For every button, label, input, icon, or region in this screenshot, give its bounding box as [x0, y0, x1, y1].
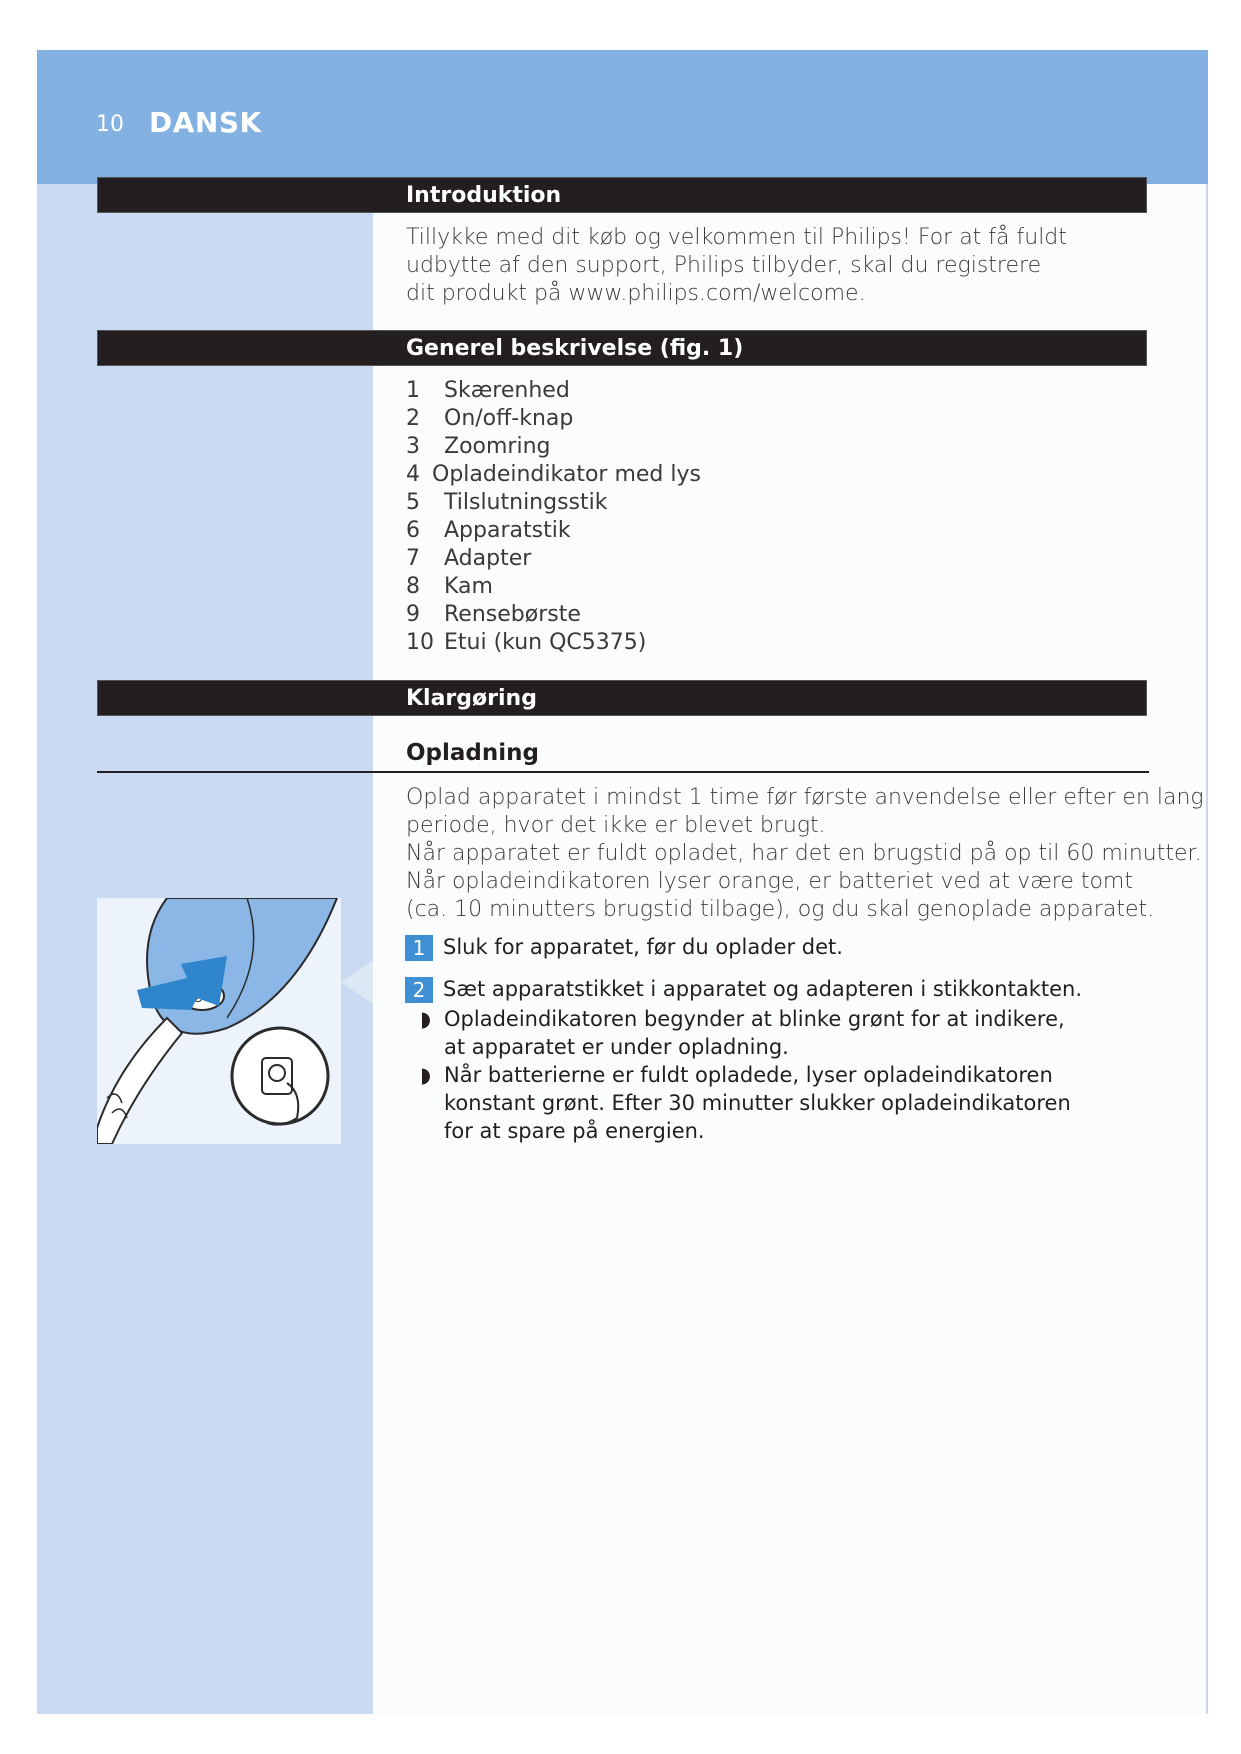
step-text: Sluk for apparatet, før du oplader det.	[443, 935, 843, 959]
list-item-label: Zoomring	[444, 434, 551, 459]
bullet-line: Når batterierne er fuldt opladede, lyser opladeindikatoren	[444, 1063, 1053, 1087]
subsection-rule	[97, 771, 1149, 773]
intro-line: Tillykke med dit køb og velkommen til Philips! For at få fuldt	[406, 225, 1067, 250]
bullet-line: at apparatet er under opladning.	[444, 1035, 789, 1059]
list-item	[406, 406, 573, 434]
charging-line: Når opladeindikatoren lyser orange, er batteriet ved at være tomt	[406, 869, 1133, 894]
list-item-label: Rensebørste	[444, 602, 581, 627]
list-item	[406, 434, 551, 462]
list-item	[406, 630, 646, 658]
list-item-number: 1	[406, 378, 420, 403]
list-item	[406, 462, 701, 490]
list-item-number: 3	[406, 434, 420, 459]
appliance-body	[147, 898, 337, 1034]
bullet-line: Opladeindikatoren begynder at blinke grønt for at indikere,	[444, 1007, 1065, 1031]
charging-illustration-svg	[97, 898, 341, 1144]
charging-line: (ca. 10 minutters brugstid tilbage), og du skal genoplade apparatet.	[406, 897, 1155, 922]
list-item-label: Etui (kun QC5375)	[444, 630, 647, 655]
list-item	[406, 546, 531, 574]
section-title-general: Generel beskrivelse (fig. 1)	[406, 336, 744, 361]
bullet-mark-icon: ◗	[420, 1007, 432, 1031]
intro-line: udbytte af den support, Philips tilbyder, skal du registrere	[406, 253, 1042, 278]
list-item	[406, 518, 571, 546]
list-item-label: Adapter	[444, 546, 532, 571]
list-item-label: Skærenhed	[444, 378, 570, 403]
page-number: 10	[96, 112, 124, 137]
result-bullet	[420, 1061, 1071, 1145]
list-item-label: Apparatstik	[444, 518, 571, 543]
right-edge-rule	[1206, 184, 1208, 1714]
wall-socket-icon	[262, 1058, 292, 1094]
list-item-number: 8	[406, 574, 420, 599]
section-bar-prep	[97, 680, 1147, 716]
list-item-number: 2	[406, 406, 420, 431]
list-item-label: Opladeindikator med lys	[432, 462, 701, 487]
list-item-number: 10	[406, 630, 434, 655]
list-item	[406, 378, 570, 406]
step-number-badge: 2	[405, 977, 433, 1003]
section-bar-intro	[97, 177, 1147, 213]
figure-pointer	[341, 960, 373, 1004]
list-item-number: 5	[406, 490, 420, 515]
list-item-label: On/off-knap	[444, 406, 574, 431]
charging-illustration	[97, 898, 341, 1144]
list-item	[406, 602, 581, 630]
subsection-title-charging: Opladning	[406, 740, 539, 766]
section-title-prep: Klargøring	[406, 686, 537, 711]
list-item	[406, 574, 493, 602]
charging-line: Når apparatet er fuldt opladet, har det en brugstid på op til 60 minutter.	[406, 841, 1202, 866]
step	[405, 977, 1082, 1003]
list-item-number: 7	[406, 546, 420, 571]
step-text: Sæt apparatstikket i apparatet og adapteren i stikkontakten.	[443, 977, 1083, 1001]
list-item-number: 9	[406, 602, 420, 627]
section-title-intro: Introduktion	[406, 183, 562, 208]
charging-line: periode, hvor det ikke er blevet brugt.	[406, 813, 826, 838]
bullet-mark-icon: ◗	[420, 1063, 432, 1087]
bullet-line: konstant grønt. Efter 30 minutter slukker opladeindikatoren	[444, 1091, 1071, 1115]
list-item	[406, 490, 608, 518]
plug-cord-icon	[97, 1018, 182, 1144]
list-item-number: 4	[406, 462, 420, 487]
step	[405, 935, 843, 961]
list-item-label: Tilslutningsstik	[444, 490, 608, 515]
step-number-badge: 1	[405, 935, 433, 961]
list-item-label: Kam	[444, 574, 493, 599]
list-item-number: 6	[406, 518, 420, 543]
charging-line: Oplad apparatet i mindst 1 time før første anvendelse eller efter en lang	[406, 785, 1204, 810]
intro-line: dit produkt på www.philips.com/welcome.	[406, 281, 866, 306]
bullet-line: for at spare på energien.	[444, 1119, 705, 1143]
result-bullet	[420, 1005, 1065, 1061]
section-bar-general	[97, 330, 1147, 366]
language-title: DANSK	[149, 106, 262, 139]
